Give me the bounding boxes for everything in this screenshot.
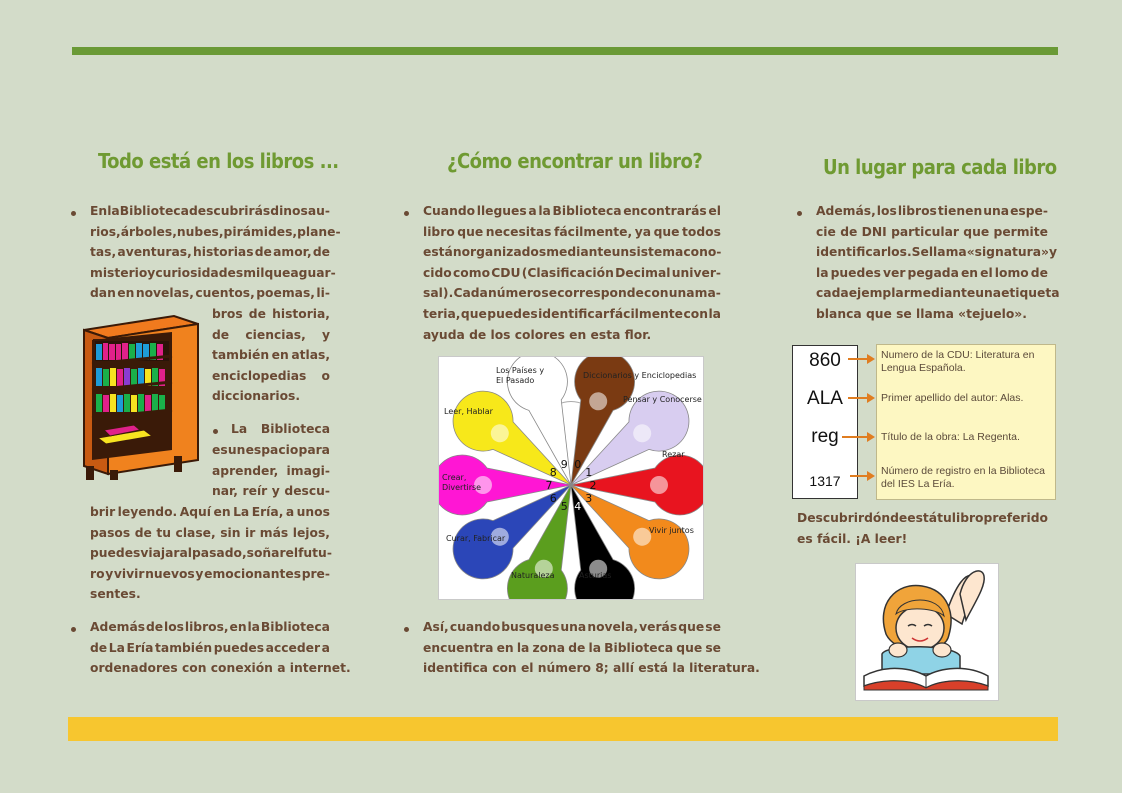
petal-number: 3	[585, 491, 593, 505]
col1-paragraph-2-wrap	[231, 419, 330, 440]
text-line: es un espacio para	[212, 443, 330, 457]
text-line: Así, cuando busques una novela, verás que se	[423, 620, 721, 634]
bottom-yellow-bar	[68, 717, 1058, 741]
col3-paragraph-1	[816, 201, 1060, 325]
text-line: rios, árboles, nubes, pirámides, plane-	[90, 224, 341, 239]
label-paises: Los Países y El Pasado	[496, 366, 545, 385]
info-title: Título de la obra: La Regenta.	[881, 431, 1020, 443]
text-line: sal) . Cada número se corresponde con una ma-	[423, 286, 721, 301]
petal-number: 9	[560, 458, 568, 472]
text-line: brir leyendo. Aquí en La Ería, a unos	[90, 505, 330, 519]
text-line: sentes.	[90, 587, 141, 602]
bullet	[71, 627, 76, 632]
text-line: cido como CDU (Clasificación Decimal univer-	[423, 265, 721, 280]
spine-label	[792, 345, 858, 499]
petal-number: 7	[545, 479, 553, 492]
text-line: Cuando llegues a la Biblioteca encontrarás el	[423, 204, 721, 218]
bullet	[71, 211, 76, 216]
label-diccionarios: Diccionarios y Enciclopedias	[583, 371, 697, 380]
label-vivir: Vivir juntos	[649, 526, 694, 535]
text-line: nar, reír y descu-	[212, 484, 330, 499]
col3-title: Un lugar para cada libro	[823, 155, 1057, 179]
text-line: también en atlas,	[212, 348, 330, 363]
label-crear: Crear, Divertirse	[442, 473, 482, 492]
text-line: bros de historia,	[212, 307, 330, 321]
col2-title: ¿Cómo encontrar un libro?	[447, 149, 703, 173]
text-line: cie de DNI particular que permite	[816, 224, 1048, 239]
top-green-bar	[72, 47, 1058, 55]
text-line: pasos de tu clase, sin ir más lejos,	[90, 525, 330, 540]
text-line: enciclopedias o	[212, 368, 330, 383]
text-line: diccionarios.	[212, 389, 301, 404]
petal-number: 4	[574, 499, 582, 513]
label-asturias: Asturias	[579, 571, 612, 580]
text-line: aprender, imagi-	[212, 463, 330, 478]
text-line: ordenadores con conexión a internet.	[90, 661, 351, 676]
label-curar: Curar, Fabricar	[446, 534, 506, 543]
col1-paragraph-2	[90, 502, 330, 605]
col1-paragraph-3	[90, 617, 351, 679]
col1-title: Todo está en los libros ...	[98, 149, 339, 173]
cdu-flower-diagram	[438, 356, 704, 600]
text-line: En la Biblioteca descubrirás dinosau-	[90, 204, 330, 218]
text-line: identifica con el número 8; allí está la literatura.	[423, 661, 760, 676]
petal-number: 5	[560, 499, 568, 513]
text-line: dan en novelas, cuentos, poemas, li-	[90, 286, 330, 301]
text-line: tas, aventuras, historias de amor, de	[90, 245, 330, 260]
col3-paragraph-2	[797, 508, 1048, 549]
text-line: Además de los libros, en la Biblioteca	[90, 620, 330, 634]
signature-cdu: 860	[809, 350, 841, 371]
bullet	[404, 211, 409, 216]
bullet	[797, 211, 802, 216]
text-line: teria, que puedes identificar fácilmente con la	[423, 306, 721, 321]
arrow-icon	[850, 475, 868, 477]
petal-number: 2	[589, 479, 597, 492]
text-line: ayuda de los colores en esta flor.	[423, 327, 652, 342]
text-line: de ciencias, y	[212, 327, 330, 342]
text-line: Descubrir dónde está tu libro preferido	[797, 511, 1048, 525]
label-naturaleza: Naturaleza	[511, 571, 555, 580]
petal-number: 0	[574, 458, 582, 472]
text-line: libro que necesitas fácilmente, ya que todos	[423, 224, 721, 239]
text-line: La Biblioteca	[231, 422, 330, 436]
col2-paragraph-2	[423, 617, 760, 679]
bookcase-icon	[74, 310, 202, 482]
text-line: es fácil. ¡A leer!	[797, 531, 908, 546]
arrow-icon	[848, 397, 868, 399]
text-line: misterio y curiosidades mil que aguar-	[90, 265, 336, 280]
reading-girl-icon	[856, 564, 998, 700]
text-line: de La Ería también puedes acceder a	[90, 640, 330, 655]
col2-paragraph-1	[423, 201, 721, 345]
arrow-icon	[842, 436, 868, 438]
reading-girl-illustration	[855, 563, 999, 701]
text-line: ro y vivir nuevos y emocionantes pre-	[90, 566, 330, 581]
label-pensar: Pensar y Conocerse	[623, 395, 702, 404]
bullet	[404, 627, 409, 632]
text-line: Además, los libros tienen una espe-	[816, 204, 1048, 218]
col1-paragraph-1	[90, 201, 341, 304]
text-line: cada ejemplar mediante una etiqueta	[816, 286, 1060, 301]
text-line: encuentra en la zona de la Biblioteca que se	[423, 640, 721, 655]
info-author: Primer apellido del autor: Alas.	[881, 392, 1024, 404]
petal-number: 8	[549, 466, 557, 480]
text-line: están organizados mediante un sistema cono-	[423, 245, 722, 260]
label-leer: Leer, Hablar	[444, 407, 493, 416]
arrow-icon	[848, 358, 868, 360]
signature-author: ALA	[807, 388, 843, 409]
signature-info-box	[876, 344, 1056, 500]
text-line: identificarlos. Se llama «signatura» y	[816, 245, 1057, 260]
signature-register: 1317	[809, 473, 841, 489]
text-line: blanca que se llama «tejuelo».	[816, 306, 1027, 321]
petal-number: 6	[549, 491, 557, 505]
signature-title: reg	[811, 426, 839, 447]
label-rezar: Rezar	[662, 450, 685, 459]
text-line: la puedes ver pegada en el lomo de	[816, 265, 1048, 280]
col1-paragraph-1-wrap	[212, 304, 330, 407]
bullet	[213, 429, 218, 434]
text-line: puedes viajar al pasado, soñar el futu-	[90, 546, 332, 561]
petal-number: 1	[585, 466, 593, 480]
info-cdu: Numero de la CDU: Literatura en Lengua Española.	[881, 349, 1035, 374]
col1-paragraph-2-wrap-b	[212, 440, 330, 502]
info-register: Número de registro en la Biblioteca del IES La Ería.	[881, 465, 1046, 490]
